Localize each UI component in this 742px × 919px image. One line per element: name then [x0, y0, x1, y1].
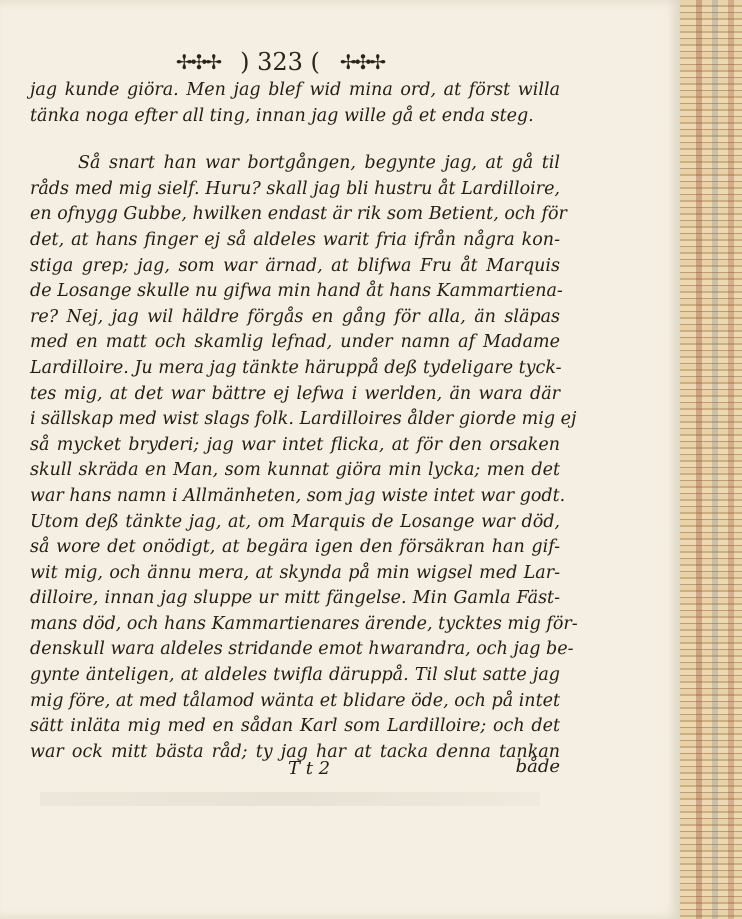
text-line: skull skräda en Man, som kunnat giöra min lycka; men det — [30, 460, 560, 481]
text-line: det, at hans finger ej så aldeles warit fria ifrån några kon- — [30, 229, 560, 250]
page-edge-stain — [712, 0, 718, 919]
text-line: i sällskap med wist slags folk. Lardilloires ålder giorde mig ej — [30, 409, 577, 430]
page-edge-stain — [696, 0, 702, 919]
page-number: ) 323 ( — [240, 48, 320, 76]
text-line: mans död, och hans Kammartienares ärende, tycktes mig för- — [30, 613, 578, 634]
text-line: jag kunde giöra. Men jag blef wid mina ord, at först willa — [30, 80, 560, 100]
text-line: dilloire, innan jag sluppe ur mitt fängelse. Min Gamla Fäst- — [30, 588, 560, 609]
ornament-left: ✢✣✢ — [175, 50, 221, 74]
text-line: denskull wara aldeles stridande emot hwarandra, och jag be- — [30, 639, 574, 660]
catchword: både — [515, 756, 560, 777]
text-line: mig före, at med tålamod wänta et blidare öde, och på intet — [30, 690, 560, 711]
text-line: råds med mig sielf. Huru? skall jag bli hustru åt Lardilloire, — [30, 178, 560, 199]
text-line: med en matt och skamlig lefnad, under namn af Madame — [30, 332, 560, 353]
text-line: de Losange skulle nu gifwa min hand åt hans Kammartiena- — [30, 281, 563, 302]
paragraph-gap — [30, 129, 560, 151]
text-line: Så snart han war bortgången, begynte jag, at gå til — [78, 153, 560, 174]
text-line: war ock mitt bästa råd; ty jag har at tacka denna tankan — [30, 741, 560, 762]
text-line: en ofnygg Gubbe, hwilken endast är rik som Betient, och för — [30, 204, 567, 225]
text-line: Utom deß tänkte jag, at, om Marquis de Losange war död, — [30, 511, 560, 532]
text-line: stiga grep; jag, som war ärnad, at blifwa Fru åt Marquis — [30, 255, 560, 276]
text-line: så wore det onödigt, at begära igen den försäkran han gif- — [30, 537, 560, 558]
ornament-right: ✢✣✢ — [339, 50, 385, 74]
text-line: så mycket bryderi; jag war intet flicka, at för den orsaken — [30, 434, 560, 455]
text-line: sätt inläta mig med en sådan Karl som Lardilloire; och det — [30, 716, 560, 737]
text-line: wit mig, och ännu mera, at skynda på min wigsel med Lar- — [30, 562, 560, 583]
bleed-through — [40, 792, 540, 806]
page-footer — [30, 758, 560, 784]
text-line: gynte änteligen, at aldeles twifla däruppå. Til slut satte jag — [30, 665, 560, 686]
body-text — [30, 78, 578, 765]
text-line: re? Nej, jag wil häldre förgås en gång för alla, än släpas — [30, 306, 560, 327]
page-header — [160, 44, 400, 80]
text-line: Lardilloire. Ju mera jag tänkte häruppå deß tydeligare tyck- — [30, 357, 562, 378]
page-edge-stain — [728, 0, 734, 919]
text-line: tes mig, at det war bättre ej lefwa i werlden, än wara där — [30, 383, 560, 404]
text-line: war hans namn i Allmänheten, som jag wiste intet war godt. — [30, 485, 566, 506]
text-line: tänka noga efter all ting, innan jag wille gå et enda steg. — [30, 105, 534, 126]
signature-mark: T t 2 — [288, 758, 331, 779]
